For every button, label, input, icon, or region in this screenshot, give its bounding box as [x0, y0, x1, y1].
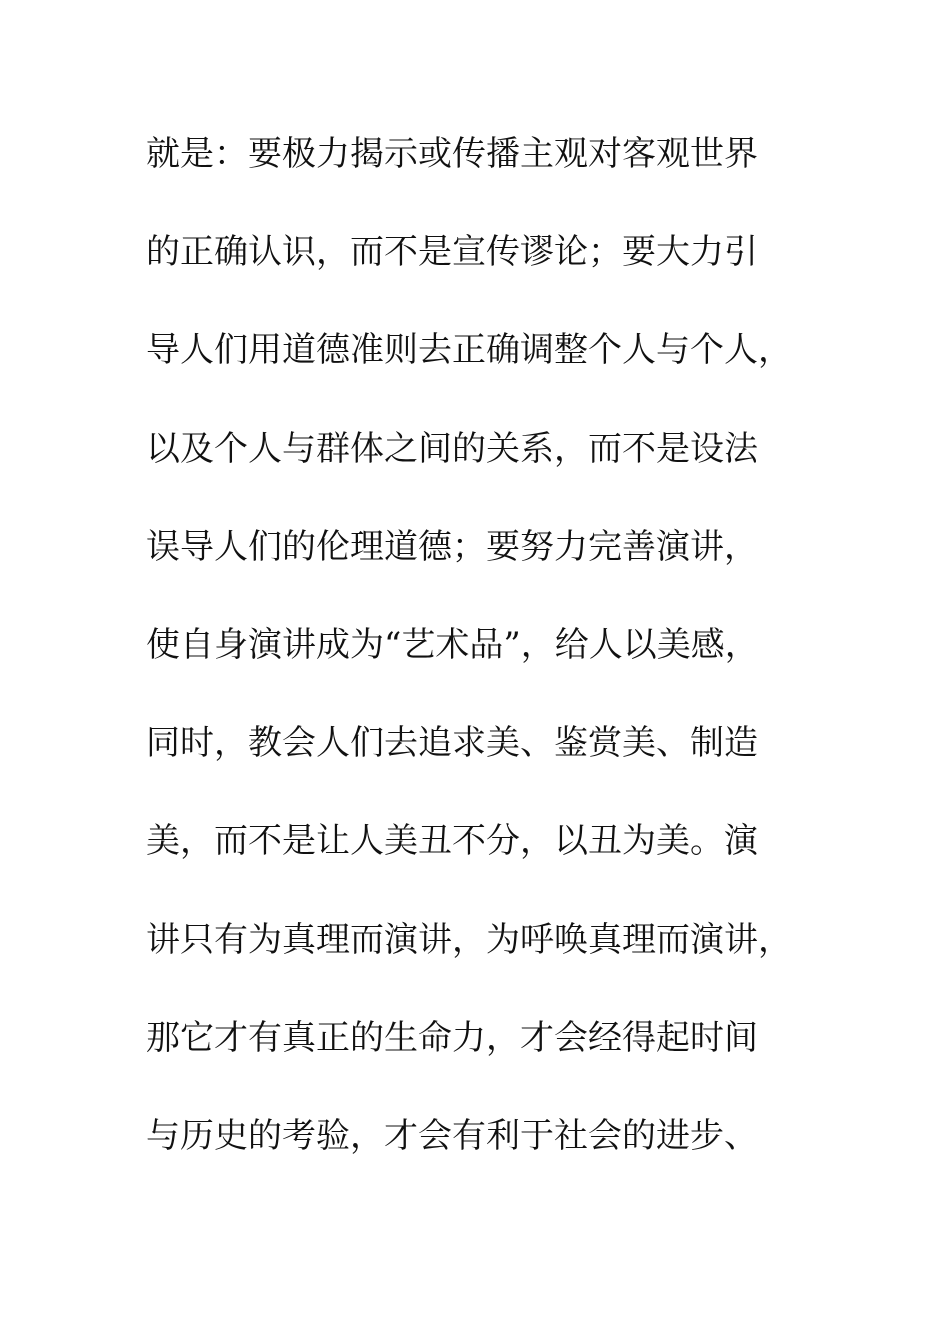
text-line: 那它才有真正的生命力，才会经得起时间	[146, 1017, 758, 1058]
text-line: 的正确认识，而不是宣传谬论；要大力引	[146, 232, 758, 273]
text-line: 同时，教会人们去追求美、鉴赏美、制造	[146, 723, 758, 764]
text-line: 导人们用道德准则去正确调整个人与个人，	[146, 330, 792, 371]
text-line: 以及个人与群体之间的关系，而不是设法	[146, 428, 758, 469]
body-text	[146, 122, 826, 1202]
text-line: 讲只有为真理而演讲，为呼唤真理而演讲，	[146, 919, 792, 960]
text-line: 就是：要极力揭示或传播主观对客观世界	[146, 134, 758, 174]
text-line: 使自身演讲成为“艺术品”，给人以美感，	[146, 624, 759, 665]
text-line: 误导人们的伦理道德；要努力完善演讲，	[146, 526, 758, 567]
text-line: 美，而不是让人美丑不分，以丑为美。演	[146, 821, 758, 862]
text-line: 与历史的考验，才会有利于社会的进步、	[146, 1115, 758, 1156]
